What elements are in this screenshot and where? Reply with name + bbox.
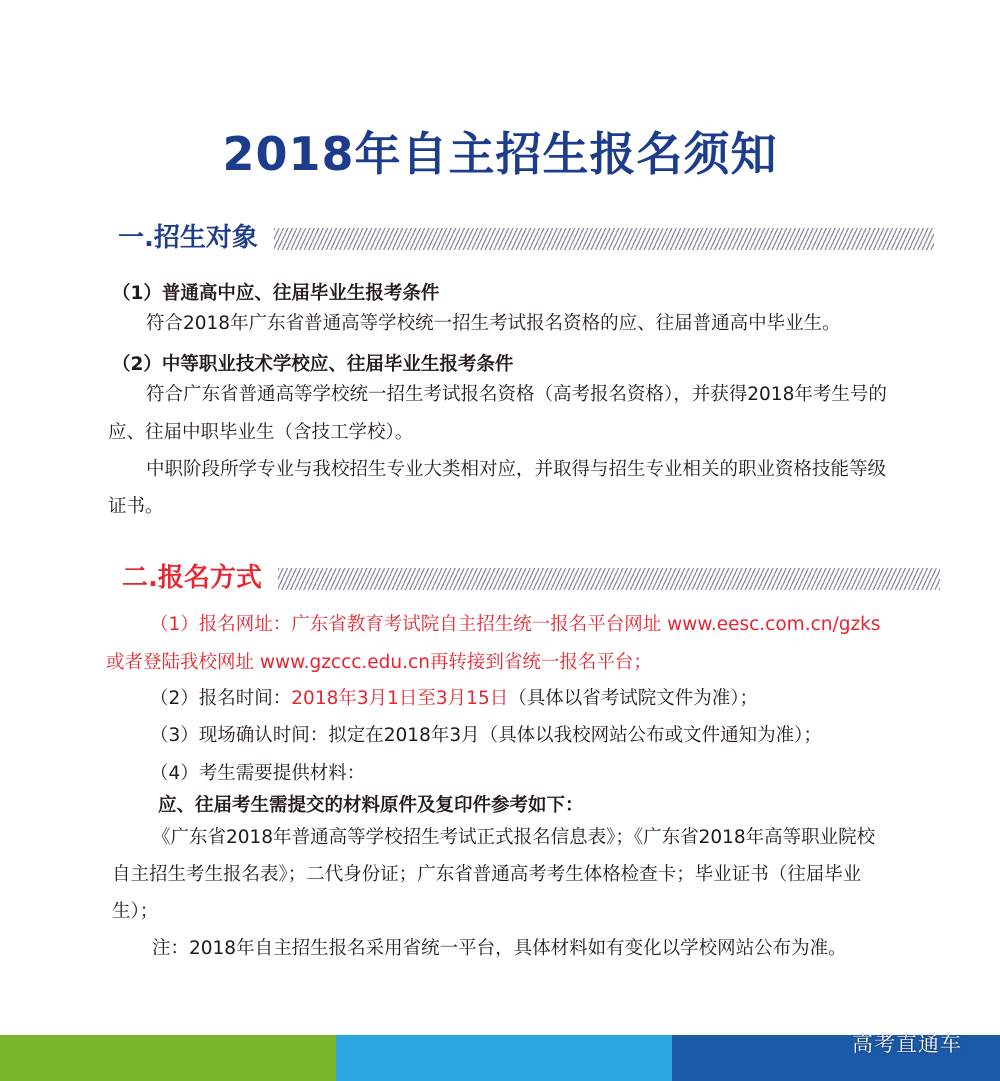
paragraph-vocational-line: 中职阶段所学专业与我校招生专业大类相对应，并取得与招生专业相关的职业资格技能等级	[146, 459, 887, 480]
registration-time-line	[150, 686, 758, 712]
materials-item-line: （4）考生需要提供材料：	[150, 763, 366, 784]
materials-list-line: 《广东省2018年普通高等学校招生考试正式报名信息表》；《广东省2018年高等职业院校	[152, 827, 876, 848]
registration-url-line: （1）报名网址：广东省教育考试院自主招生统一报名平台网址 www.eesc.com.cn/gzks	[150, 614, 881, 635]
footer-green-segment	[0, 1035, 336, 1081]
note-line: 注：2018年自主招生报名采用省统一平台，具体材料如有变化以学校网站公布为准。	[152, 938, 847, 959]
paragraph-vocational-line: 应、往届中职毕业生（含技工学校）。	[108, 422, 414, 443]
onsite-confirmation-line: （3）现场确认时间：拟定在2018年3月（具体以我校网站公布或文件通知为准）；	[150, 725, 822, 746]
materials-list-line: 自主招生考生报名表》；二代身份证；广东省普通高考考生体格检查卡；毕业证书（往届毕业	[112, 864, 862, 885]
section-heading-registration-method	[122, 558, 940, 598]
page-title: 2018年自主招生报名须知	[222, 127, 778, 181]
paragraph-vocational-line: 证书。	[108, 496, 164, 517]
registration-url-line: 或者登陆我校网址 www.gzccc.edu.cn再转接到省统一报名平台；	[106, 652, 652, 673]
materials-list-line: 生）；	[112, 901, 159, 922]
section-heading-label: 二.报名方式	[122, 563, 262, 593]
watermark-text: 高考直通车	[852, 1032, 962, 1056]
hatch-divider	[278, 568, 940, 590]
section-heading-label: 一.招生对象	[118, 223, 258, 253]
hatch-divider	[274, 228, 934, 250]
registration-time-note: （具体以省考试院文件为准）；	[508, 688, 758, 709]
paragraph-vocational-line: 符合广东省普通高等学校统一招生考试报名资格（高考报名资格），并获得2018年考生号的	[146, 384, 887, 405]
paragraph-high-school: 符合2018年广东省普通高等学校统一招生考试报名资格的应、往届普通高中毕业生。	[146, 313, 841, 334]
subheading-high-school: （1）普通高中应、往届毕业生报考条件	[112, 283, 440, 304]
materials-heading: 应、往届考生需提交的材料原件及复印件参考如下：	[158, 795, 584, 816]
footer-color-band	[0, 1035, 1000, 1081]
registration-time-label: （2）报名时间：	[150, 688, 292, 709]
footer-cyan-segment	[336, 1035, 672, 1081]
section-heading-admission-targets	[118, 218, 934, 258]
registration-date-range: 2018年3月1日至3月15日	[291, 688, 509, 709]
subheading-vocational-school: （2）中等职业技术学校应、往届毕业生报考条件	[112, 354, 514, 375]
